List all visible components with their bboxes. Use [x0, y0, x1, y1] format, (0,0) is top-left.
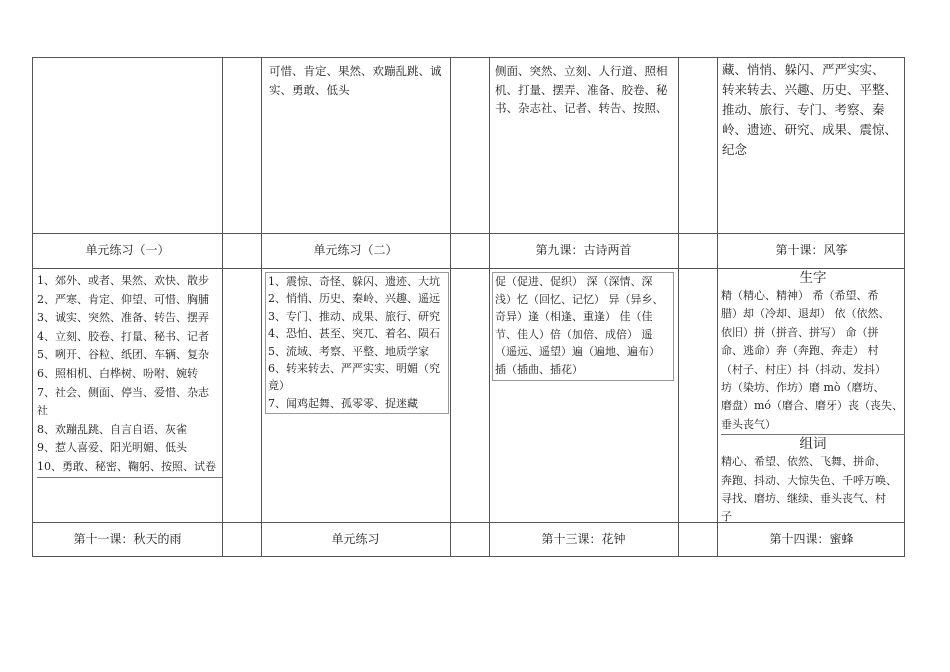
header-lesson-10: 第十课：风筝: [775, 243, 848, 257]
header-lesson-11: 第十一课：秋天的雨: [73, 532, 182, 546]
row1-col3-words: 侧面、突然、立刻、人行道、照相 机、打量、摆弄、准备、胶卷、秘 书、杂志社、记者、转告、按照、: [495, 64, 668, 115]
vocabulary-table: [32, 57, 905, 557]
row2-col1-words: 1、郊外、或者、果然、欢快、散步 2、严寒、肯定、仰望、可惜、胸脯 3、诚实、突然、准备、转告、摆弄 4、立刻、胶卷、打量、秘书、记者 5、咧开、谷粒、纸团、车辆、复杂 6、照相机、白桦树、吩咐、婉转 7、社会、侧面、停当、爱惜、杂志 社 8、欢蹦乱跳、自言自语、灰雀 9、惹人喜爱、阳光明媚、低头 10、勇敢、秘密、鞠躬、按照、试卷: [37, 272, 222, 478]
new-characters-heading: 生字: [799, 270, 827, 286]
row2-col3-words: 促（促进、促织） 深（深情、深 浅）忆（回忆、记忆） 异（异乡、 奇异）逢（相逢、重逢） 佳（佳 节、佳人）倍（加倍、成倍） 遥 （遥远、遥望）遍（遍地、遍布） 插（插曲、插花）: [492, 272, 674, 381]
table-divider: [678, 58, 679, 556]
header-unit-exercise-1: 单元练习（一）: [85, 243, 170, 257]
word-groups-heading: 组词: [799, 436, 827, 453]
row2-col2-words: 1、震惊、奇怪、躲闪、遗迹、大坑 2、悄悄、历史、秦岭、兴趣、遥远 3、专门、推动、成果、旅行、研究 4、恐怕、甚至、突兀、着名、陨石 5、流域、考察、平整、地质学家 6、转来转去、严严实实、明媚（究 竟） 7、闻鸡起舞、孤零零、捉迷藏: [265, 272, 449, 414]
header-unit-exercise: 单元练习: [331, 532, 380, 546]
table-divider: [450, 58, 451, 556]
header-unit-exercise-2: 单元练习（二）: [313, 243, 398, 257]
table-divider: [222, 58, 223, 556]
table-divider: [489, 58, 490, 556]
table-divider: [261, 58, 262, 556]
row1-col2-words: 可惜、肯定、果然、欢蹦乱跳、诚 实、勇敢、低头: [269, 64, 442, 97]
row2-col4-words: 生字 精（精心、精神） 希（希望、希 腊）却（冷却、退却） 依（依然、 依旧）拼（拼音、拼写） 命（拼 命、逃命）奔（奔跑、奔走） 村 （村子、村庄）抖（抖动、发抖） 坊（染坊、作坊）磨 mò（磨坊、 磨盘）mó（磨合、磨牙）丧（丧失、 垂头丧气） 组词 精心、希望、依然、飞舞、拼命、 奔跑、抖动、大惊失色、千呼万唤、 寻找、磨坊、继续、垂头丧气、村 子: [721, 270, 904, 524]
header-lesson-13: 第十三课：花钟: [541, 532, 626, 546]
header-lesson-9: 第九课：古诗两首: [535, 243, 632, 257]
row1-col4-words: 藏、悄悄、躲闪、严严实实、 转来转去、兴趣、历史、平整、 推动、旅行、专门、考察、秦 岭、遗迹、研究、成果、震惊、 纪念: [722, 62, 898, 157]
table-divider: [717, 58, 718, 556]
header-lesson-14: 第十四课：蜜蜂: [769, 532, 854, 546]
